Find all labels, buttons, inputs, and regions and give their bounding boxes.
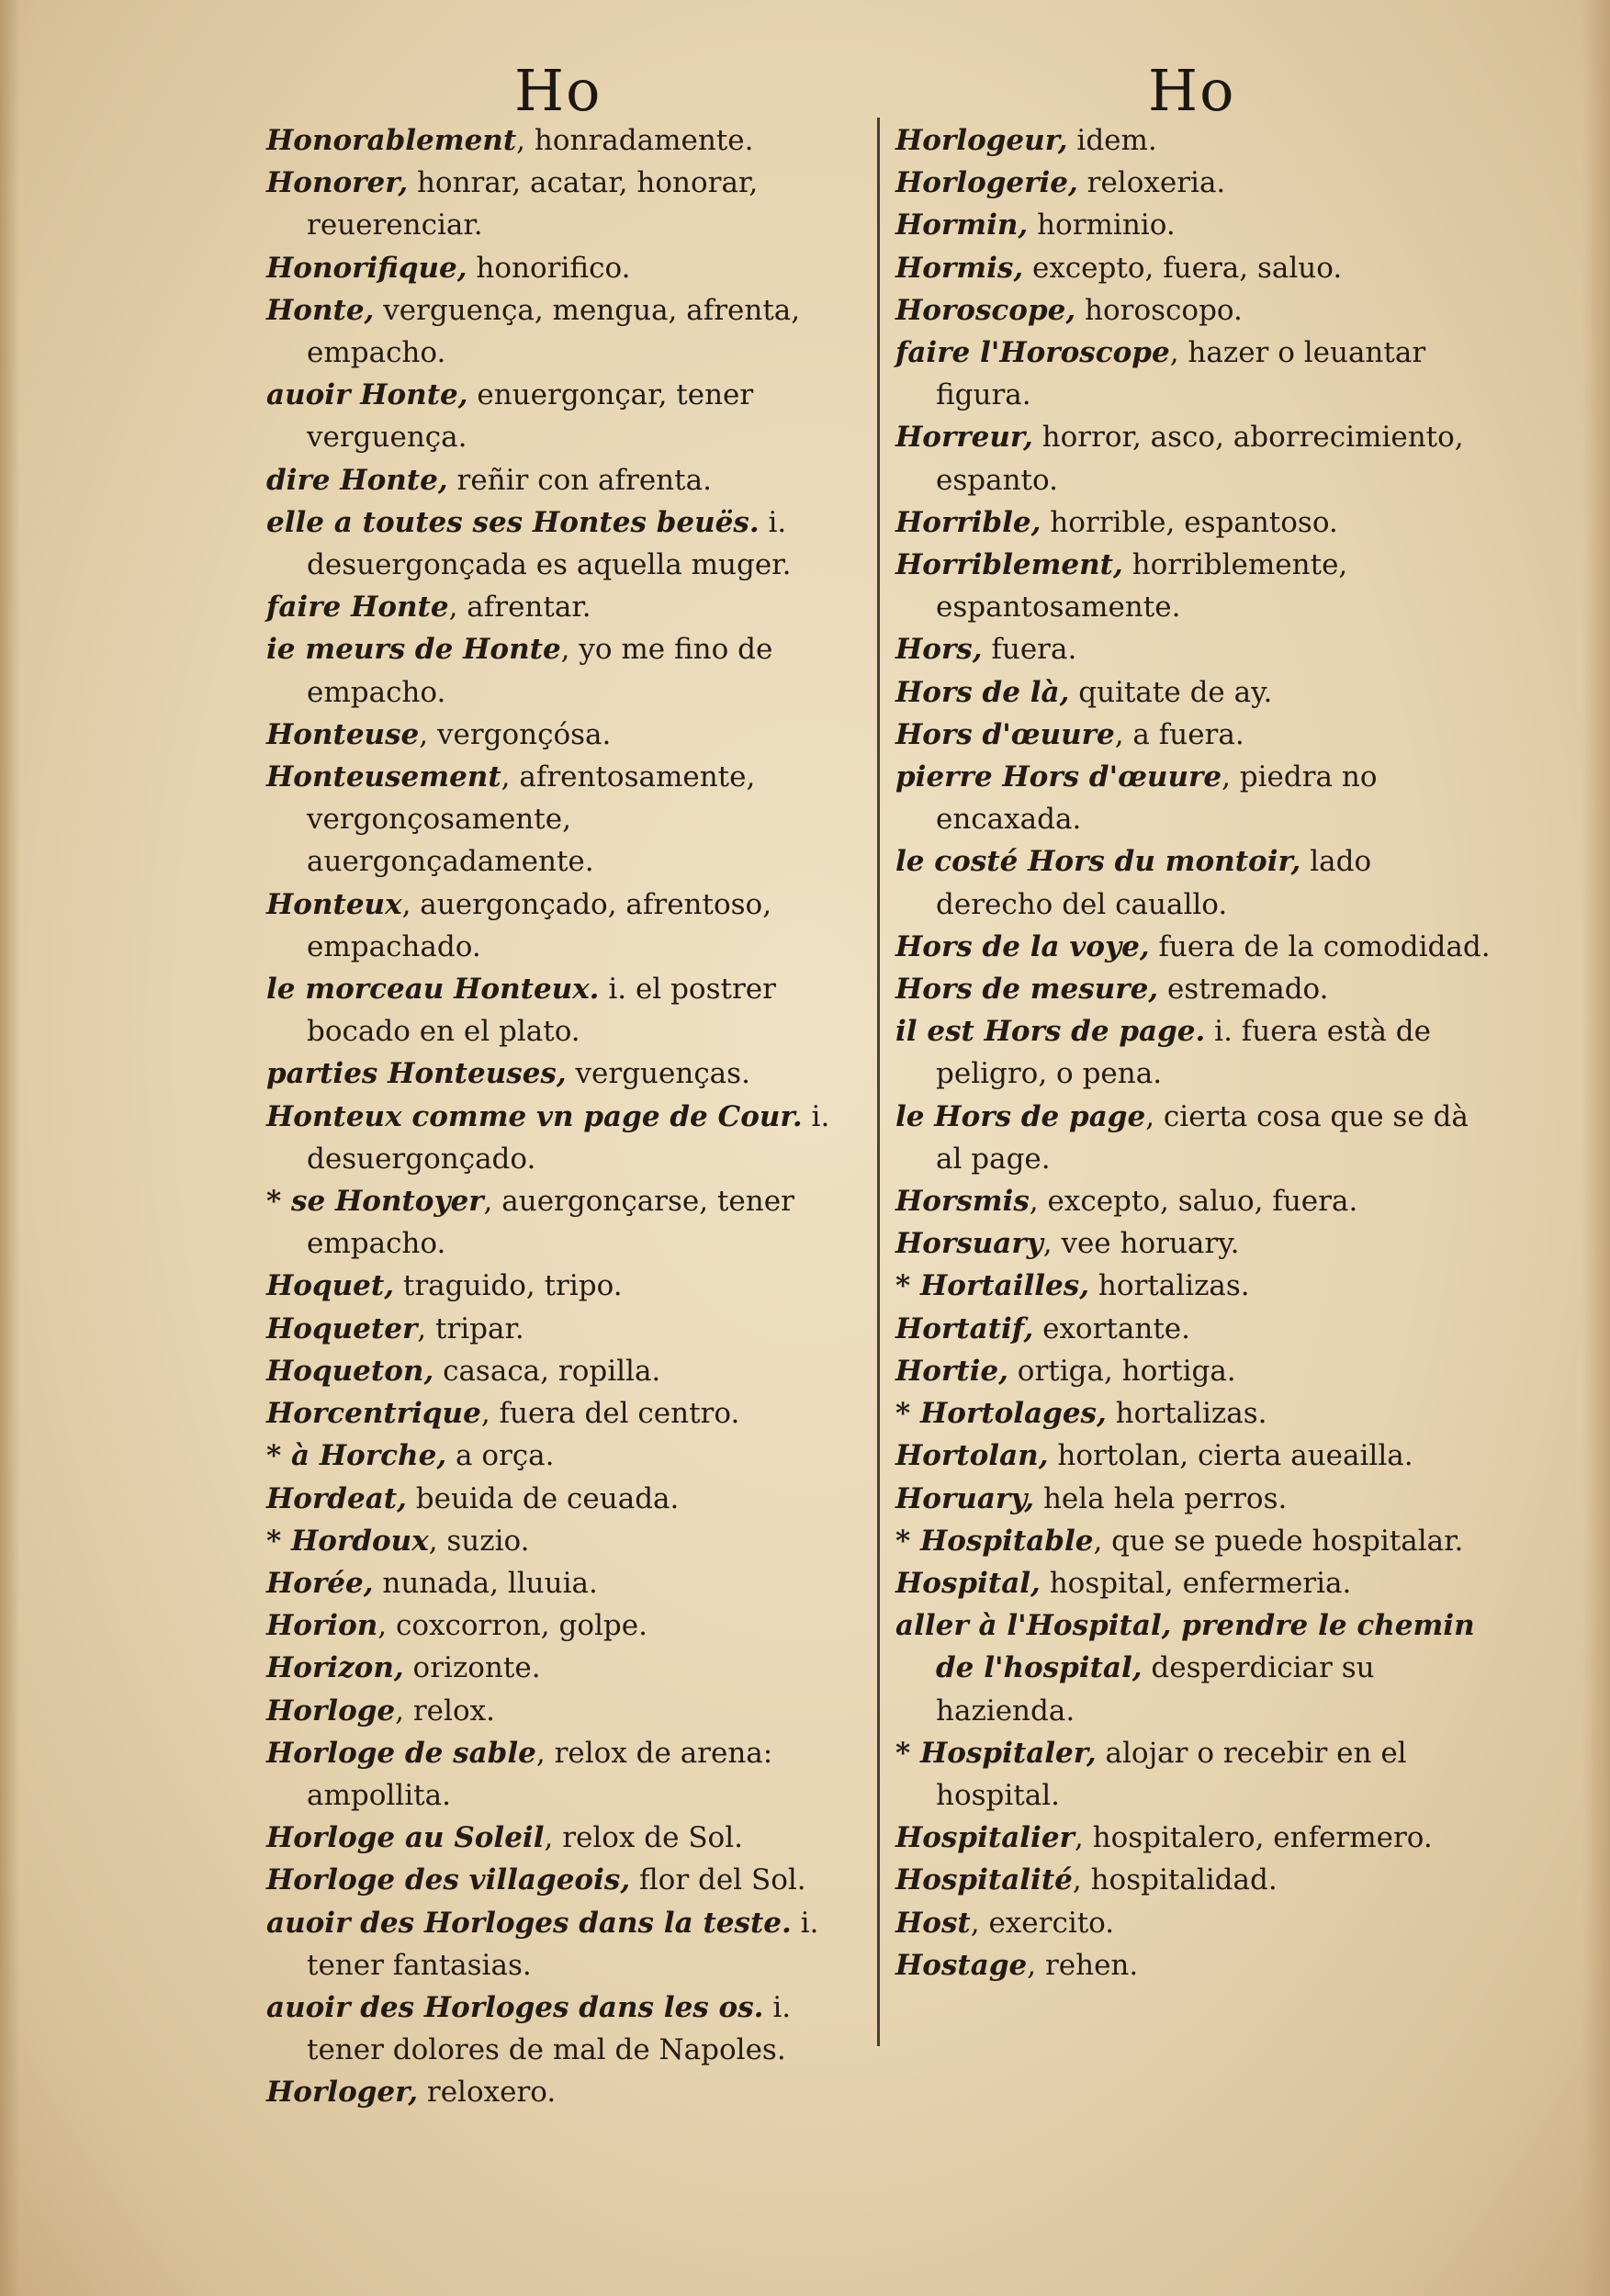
dictionary-entry xyxy=(266,714,863,756)
entry-headword: Horuary, xyxy=(895,1481,1035,1515)
entry-headword: Hostage xyxy=(895,1948,1028,1982)
entry-definition: , afrentosamente, vergonçosamente, auergonçadamente. xyxy=(307,760,756,879)
entry-headword: il est Hors de page. xyxy=(895,1015,1206,1049)
entry-definition: , coxcorron, golpe. xyxy=(377,1609,647,1643)
entry-definition: beuida de ceuada. xyxy=(406,1481,680,1515)
entry-definition: , a fuera. xyxy=(1114,717,1244,751)
dictionary-entry xyxy=(266,1647,863,1689)
dictionary-entry xyxy=(266,2071,863,2113)
entry-definition: , piedra no encaxada. xyxy=(936,760,1378,837)
dictionary-entry xyxy=(895,1562,1492,1604)
entry-definition: verguença, mengua, afrenta, empacho. xyxy=(307,293,801,370)
entry-definition: i. desuergonçada es aquella muger. xyxy=(307,505,792,582)
entry-headword: auoir des Horloges dans les os. xyxy=(266,1990,764,2024)
entry-definition: honrar, acatar, honorar, reuerenciar. xyxy=(307,166,759,242)
entry-definition: verguenças. xyxy=(566,1057,750,1091)
entry-headword: Hoquet, xyxy=(266,1269,395,1303)
dictionary-entry xyxy=(895,1604,1492,1732)
dictionary-entry xyxy=(895,756,1492,840)
dictionary-entry xyxy=(895,1478,1492,1520)
entry-definition: , honradamente. xyxy=(516,124,754,157)
entry-definition: , afrentar. xyxy=(448,591,591,625)
entry-headword: Hors de là, xyxy=(895,675,1070,709)
entry-definition: horrible, espantoso. xyxy=(1041,505,1338,539)
entry-headword: Hors, xyxy=(895,633,983,667)
entry-headword: Hortolan, xyxy=(895,1439,1049,1473)
entry-definition: , hazer o leuantar figura. xyxy=(936,336,1426,412)
entry-definition: , vergonçósa. xyxy=(419,717,612,751)
dictionary-entry xyxy=(266,119,863,162)
dictionary-entry xyxy=(895,926,1492,968)
dictionary-entry xyxy=(266,1520,863,1562)
entry-headword: Honteux comme vn page de Cour. xyxy=(266,1099,803,1133)
entry-definition: horminio. xyxy=(1028,208,1176,242)
entry-definition: hospital, enfermeria. xyxy=(1040,1566,1352,1600)
column-divider xyxy=(877,118,880,2046)
dictionary-entry xyxy=(895,332,1492,416)
entry-definition: , fuera del centro. xyxy=(480,1397,740,1431)
dictionary-entry xyxy=(266,1052,863,1095)
entry-headword: Honorablement xyxy=(266,124,517,157)
dictionary-entry xyxy=(266,884,863,968)
dictionary-entry xyxy=(266,756,863,884)
entry-definition: , hospitalero, enfermero. xyxy=(1074,1821,1433,1855)
entry-definition: a orça. xyxy=(446,1439,555,1473)
entry-definition: , vee horuary. xyxy=(1042,1227,1240,1261)
entry-headword: Horrible, xyxy=(895,505,1041,539)
dictionary-entry xyxy=(266,1562,863,1604)
entry-definition: hortalizas. xyxy=(1089,1269,1250,1303)
entry-definition: , yo me fino de empacho. xyxy=(307,633,773,709)
entry-headword: Hospitalier xyxy=(895,1821,1075,1855)
entry-definition: , tripar. xyxy=(417,1311,524,1345)
entry-definition: , exercito. xyxy=(970,1906,1115,1940)
dictionary-entry xyxy=(266,459,863,501)
dictionary-entry xyxy=(895,119,1492,162)
entry-definition: exortante. xyxy=(1033,1311,1190,1345)
dictionary-entry xyxy=(266,1392,863,1435)
left-column xyxy=(266,119,863,2114)
entry-definition: , relox. xyxy=(395,1694,495,1728)
dictionary-entry xyxy=(266,1690,863,1732)
entry-definition: , auergonçarse, tener empacho. xyxy=(307,1185,794,1261)
right-column xyxy=(895,119,1492,1986)
entry-headword: le morceau Honteux. xyxy=(266,973,600,1007)
dictionary-entry xyxy=(895,247,1492,289)
entry-headword: Horloge de sable xyxy=(266,1736,536,1770)
dictionary-entry xyxy=(895,1520,1492,1562)
dictionary-entry xyxy=(266,1180,863,1265)
entry-headword: faire Honte xyxy=(266,591,449,625)
dictionary-entry xyxy=(266,1478,863,1520)
dictionary-entry xyxy=(895,1308,1492,1350)
entry-headword: Horlogerie, xyxy=(895,166,1078,200)
entry-headword: faire l'Horoscope xyxy=(895,336,1170,370)
entry-definition: , suzio. xyxy=(428,1524,530,1558)
entry-headword: auoir des Horloges dans la teste. xyxy=(266,1906,792,1940)
entry-headword: Honteuse xyxy=(266,717,420,751)
dictionary-entry xyxy=(895,1732,1492,1817)
entry-headword: Horlogeur, xyxy=(895,124,1068,157)
dictionary-entry xyxy=(895,968,1492,1010)
entry-headword: Horriblement, xyxy=(895,548,1123,582)
entry-definition: reñir con afrenta. xyxy=(447,463,712,497)
entry-definition: casaca, ropilla. xyxy=(433,1354,661,1388)
entry-headword: Hormin, xyxy=(895,208,1029,242)
dictionary-entry xyxy=(895,289,1492,332)
entry-headword: * Hospitaler, xyxy=(895,1736,1097,1770)
entry-headword: Hortatif, xyxy=(895,1311,1034,1345)
entry-headword: Horloger, xyxy=(266,2076,419,2110)
entry-headword: pierre Hors d'œuure xyxy=(895,760,1222,794)
entry-headword: Host xyxy=(895,1906,971,1940)
entry-definition: enuergonçar, tener verguença. xyxy=(307,378,754,455)
entry-headword: le Hors de page xyxy=(895,1099,1146,1133)
dictionary-entry xyxy=(895,1392,1492,1435)
entry-definition: ortiga, hortiga. xyxy=(1008,1354,1236,1388)
entry-definition: , relox de arena: ampollita. xyxy=(307,1736,773,1812)
entry-headword: le costé Hors du montoir, xyxy=(895,845,1301,879)
dictionary-entry xyxy=(895,544,1492,628)
dictionary-entry xyxy=(266,628,863,713)
entry-definition: reloxero. xyxy=(418,2076,557,2110)
entry-headword: ie meurs de Honte xyxy=(266,633,561,667)
entry-headword: Horée, xyxy=(266,1566,374,1600)
entry-headword: Hoqueter xyxy=(266,1311,418,1345)
entry-definition: idem. xyxy=(1067,124,1157,157)
entry-headword: elle a toutes ses Hontes beuës. xyxy=(266,505,760,539)
entry-definition: i. tener dolores de mal de Napoles. xyxy=(307,1990,792,2067)
dictionary-entry xyxy=(266,1817,863,1859)
entry-definition: quitate de ay. xyxy=(1069,675,1273,709)
dictionary-entry xyxy=(895,1817,1492,1859)
dictionary-entry xyxy=(266,1859,863,1901)
dictionary-entry xyxy=(266,1732,863,1817)
entry-headword: Hors de mesure, xyxy=(895,973,1159,1007)
entry-definition: , relox de Sol. xyxy=(544,1821,743,1855)
dictionary-entry xyxy=(895,1350,1492,1392)
entry-definition: horror, asco, aborrecimiento, espanto. xyxy=(936,421,1464,497)
entry-headword: Honorifique, xyxy=(266,251,467,285)
entry-headword: dire Honte, xyxy=(266,463,448,497)
entry-definition: horriblemente, espantosamente. xyxy=(936,548,1348,625)
entry-headword: Honte, xyxy=(266,293,375,327)
entry-headword: Hospital, xyxy=(895,1566,1041,1600)
entry-headword: Hors d'œuure xyxy=(895,717,1115,751)
entry-definition: i. el postrer bocado en el plato. xyxy=(307,973,776,1049)
entry-headword: Hormis, xyxy=(895,251,1024,285)
entry-headword: Hospitalité xyxy=(895,1863,1073,1897)
entry-headword: Honteux xyxy=(266,887,402,921)
entry-definition: i. desuergonçado. xyxy=(307,1099,830,1176)
entry-definition: orizonte. xyxy=(403,1651,541,1685)
entry-headword: Horcentrique xyxy=(266,1397,481,1431)
dictionary-entry xyxy=(266,968,863,1052)
dictionary-entry xyxy=(895,628,1492,670)
dictionary-entry xyxy=(895,671,1492,714)
entry-definition: fuera. xyxy=(982,633,1077,667)
entry-definition: hortolan, cierta aueailla. xyxy=(1048,1439,1413,1473)
entry-headword: Hoqueton, xyxy=(266,1354,434,1388)
entry-headword: * se Hontoyer xyxy=(266,1185,484,1219)
entry-definition: horoscopo. xyxy=(1075,293,1243,327)
dictionary-entry xyxy=(266,1604,863,1647)
dictionary-entry xyxy=(266,1350,863,1392)
entry-headword: Hors de la voye, xyxy=(895,929,1150,963)
dictionary-entry xyxy=(266,1435,863,1477)
entry-definition: , excepto, saluo, fuera. xyxy=(1029,1185,1358,1219)
dictionary-entry xyxy=(266,374,863,458)
entry-headword: * Hordoux xyxy=(266,1524,429,1558)
entry-headword: parties Honteuses, xyxy=(266,1057,567,1091)
entry-headword: Horizon, xyxy=(266,1651,404,1685)
dictionary-entry xyxy=(266,1096,863,1180)
dictionary-entry xyxy=(266,1308,863,1350)
dictionary-entry xyxy=(266,1265,863,1307)
dictionary-entry xyxy=(895,1180,1492,1222)
entry-definition: hortalizas. xyxy=(1106,1397,1267,1431)
entry-definition: reloxeria. xyxy=(1077,166,1226,200)
dictionary-entry xyxy=(266,162,863,246)
entry-definition: , auergonçado, afrentoso, empachado. xyxy=(307,887,772,963)
entry-definition: i. fuera està de peligro, o pena. xyxy=(936,1015,1431,1091)
entry-definition: , que se puede hospitalar. xyxy=(1093,1524,1464,1558)
dictionary-entry xyxy=(266,1986,863,2071)
dictionary-entry xyxy=(895,1222,1492,1265)
dictionary-entry xyxy=(895,1435,1492,1477)
entry-definition: i. tener fantasias. xyxy=(307,1906,819,1982)
entry-headword: auoir Honte, xyxy=(266,378,468,412)
dictionary-entry xyxy=(895,1010,1492,1095)
dictionary-entry xyxy=(895,1265,1492,1307)
entry-headword: Horloge xyxy=(266,1694,396,1728)
entry-definition: , rehen. xyxy=(1027,1948,1139,1982)
entry-headword: Honteusement xyxy=(266,760,501,794)
dictionary-entry xyxy=(895,1902,1492,1944)
dictionary-entry xyxy=(895,416,1492,501)
dictionary-entry xyxy=(266,586,863,628)
entry-definition: , cierta cosa que se dà al page. xyxy=(936,1099,1469,1176)
dictionary-entry xyxy=(895,501,1492,544)
dictionary-entry xyxy=(895,1096,1492,1180)
entry-headword: Horsmis xyxy=(895,1185,1030,1219)
entry-headword: Hordeat, xyxy=(266,1481,407,1515)
entry-headword: * Hortailles, xyxy=(895,1269,1090,1303)
entry-definition: , hospitalidad. xyxy=(1072,1863,1278,1897)
entry-definition: honorifico. xyxy=(467,251,631,285)
entry-headword: Horsuary xyxy=(895,1227,1043,1261)
entry-definition: fuera de la comodidad. xyxy=(1149,929,1491,963)
entry-headword: Horreur, xyxy=(895,421,1033,455)
dictionary-entry xyxy=(895,1944,1492,1986)
entry-definition: nunada, lluuia. xyxy=(373,1566,598,1600)
entry-definition: hela hela perros. xyxy=(1034,1481,1288,1515)
dictionary-entry xyxy=(895,714,1492,756)
dictionary-entry xyxy=(266,1902,863,1986)
entry-definition: excepto, fuera, saluo. xyxy=(1023,251,1343,285)
entry-headword: Horion xyxy=(266,1609,378,1643)
entry-headword: Honorer, xyxy=(266,166,409,200)
dictionary-entry xyxy=(266,289,863,374)
entry-definition: estremado. xyxy=(1158,973,1329,1007)
entry-headword: Horoscope, xyxy=(895,293,1076,327)
entry-definition: flor del Sol. xyxy=(630,1863,806,1897)
entry-definition: alojar o recebir en el hospital. xyxy=(936,1736,1407,1812)
entry-headword: Horloge au Soleil xyxy=(266,1821,545,1855)
entry-headword: aller à l'Hospital, prendre le chemin de l'hospital, xyxy=(895,1609,1475,1685)
running-head-right: Ho xyxy=(1148,57,1236,124)
entry-definition: desperdiciar su hazienda. xyxy=(936,1651,1375,1728)
dictionary-entry xyxy=(266,501,863,586)
entry-definition: traguido, tripo. xyxy=(394,1269,623,1303)
entry-definition: lado derecho del cauallo. xyxy=(936,845,1372,921)
entry-headword: * à Horche, xyxy=(266,1439,447,1473)
entry-headword: Hortie, xyxy=(895,1354,1008,1388)
dictionary-entry xyxy=(895,840,1492,925)
dictionary-entry xyxy=(895,204,1492,246)
entry-headword: * Hortolages, xyxy=(895,1397,1107,1431)
running-head-left: Ho xyxy=(514,57,602,124)
dictionary-entry xyxy=(895,1859,1492,1901)
dictionary-entry xyxy=(266,247,863,289)
entry-headword: Horloge des villageois, xyxy=(266,1863,631,1897)
dictionary-entry xyxy=(895,162,1492,204)
entry-headword: * Hospitable xyxy=(895,1524,1094,1558)
